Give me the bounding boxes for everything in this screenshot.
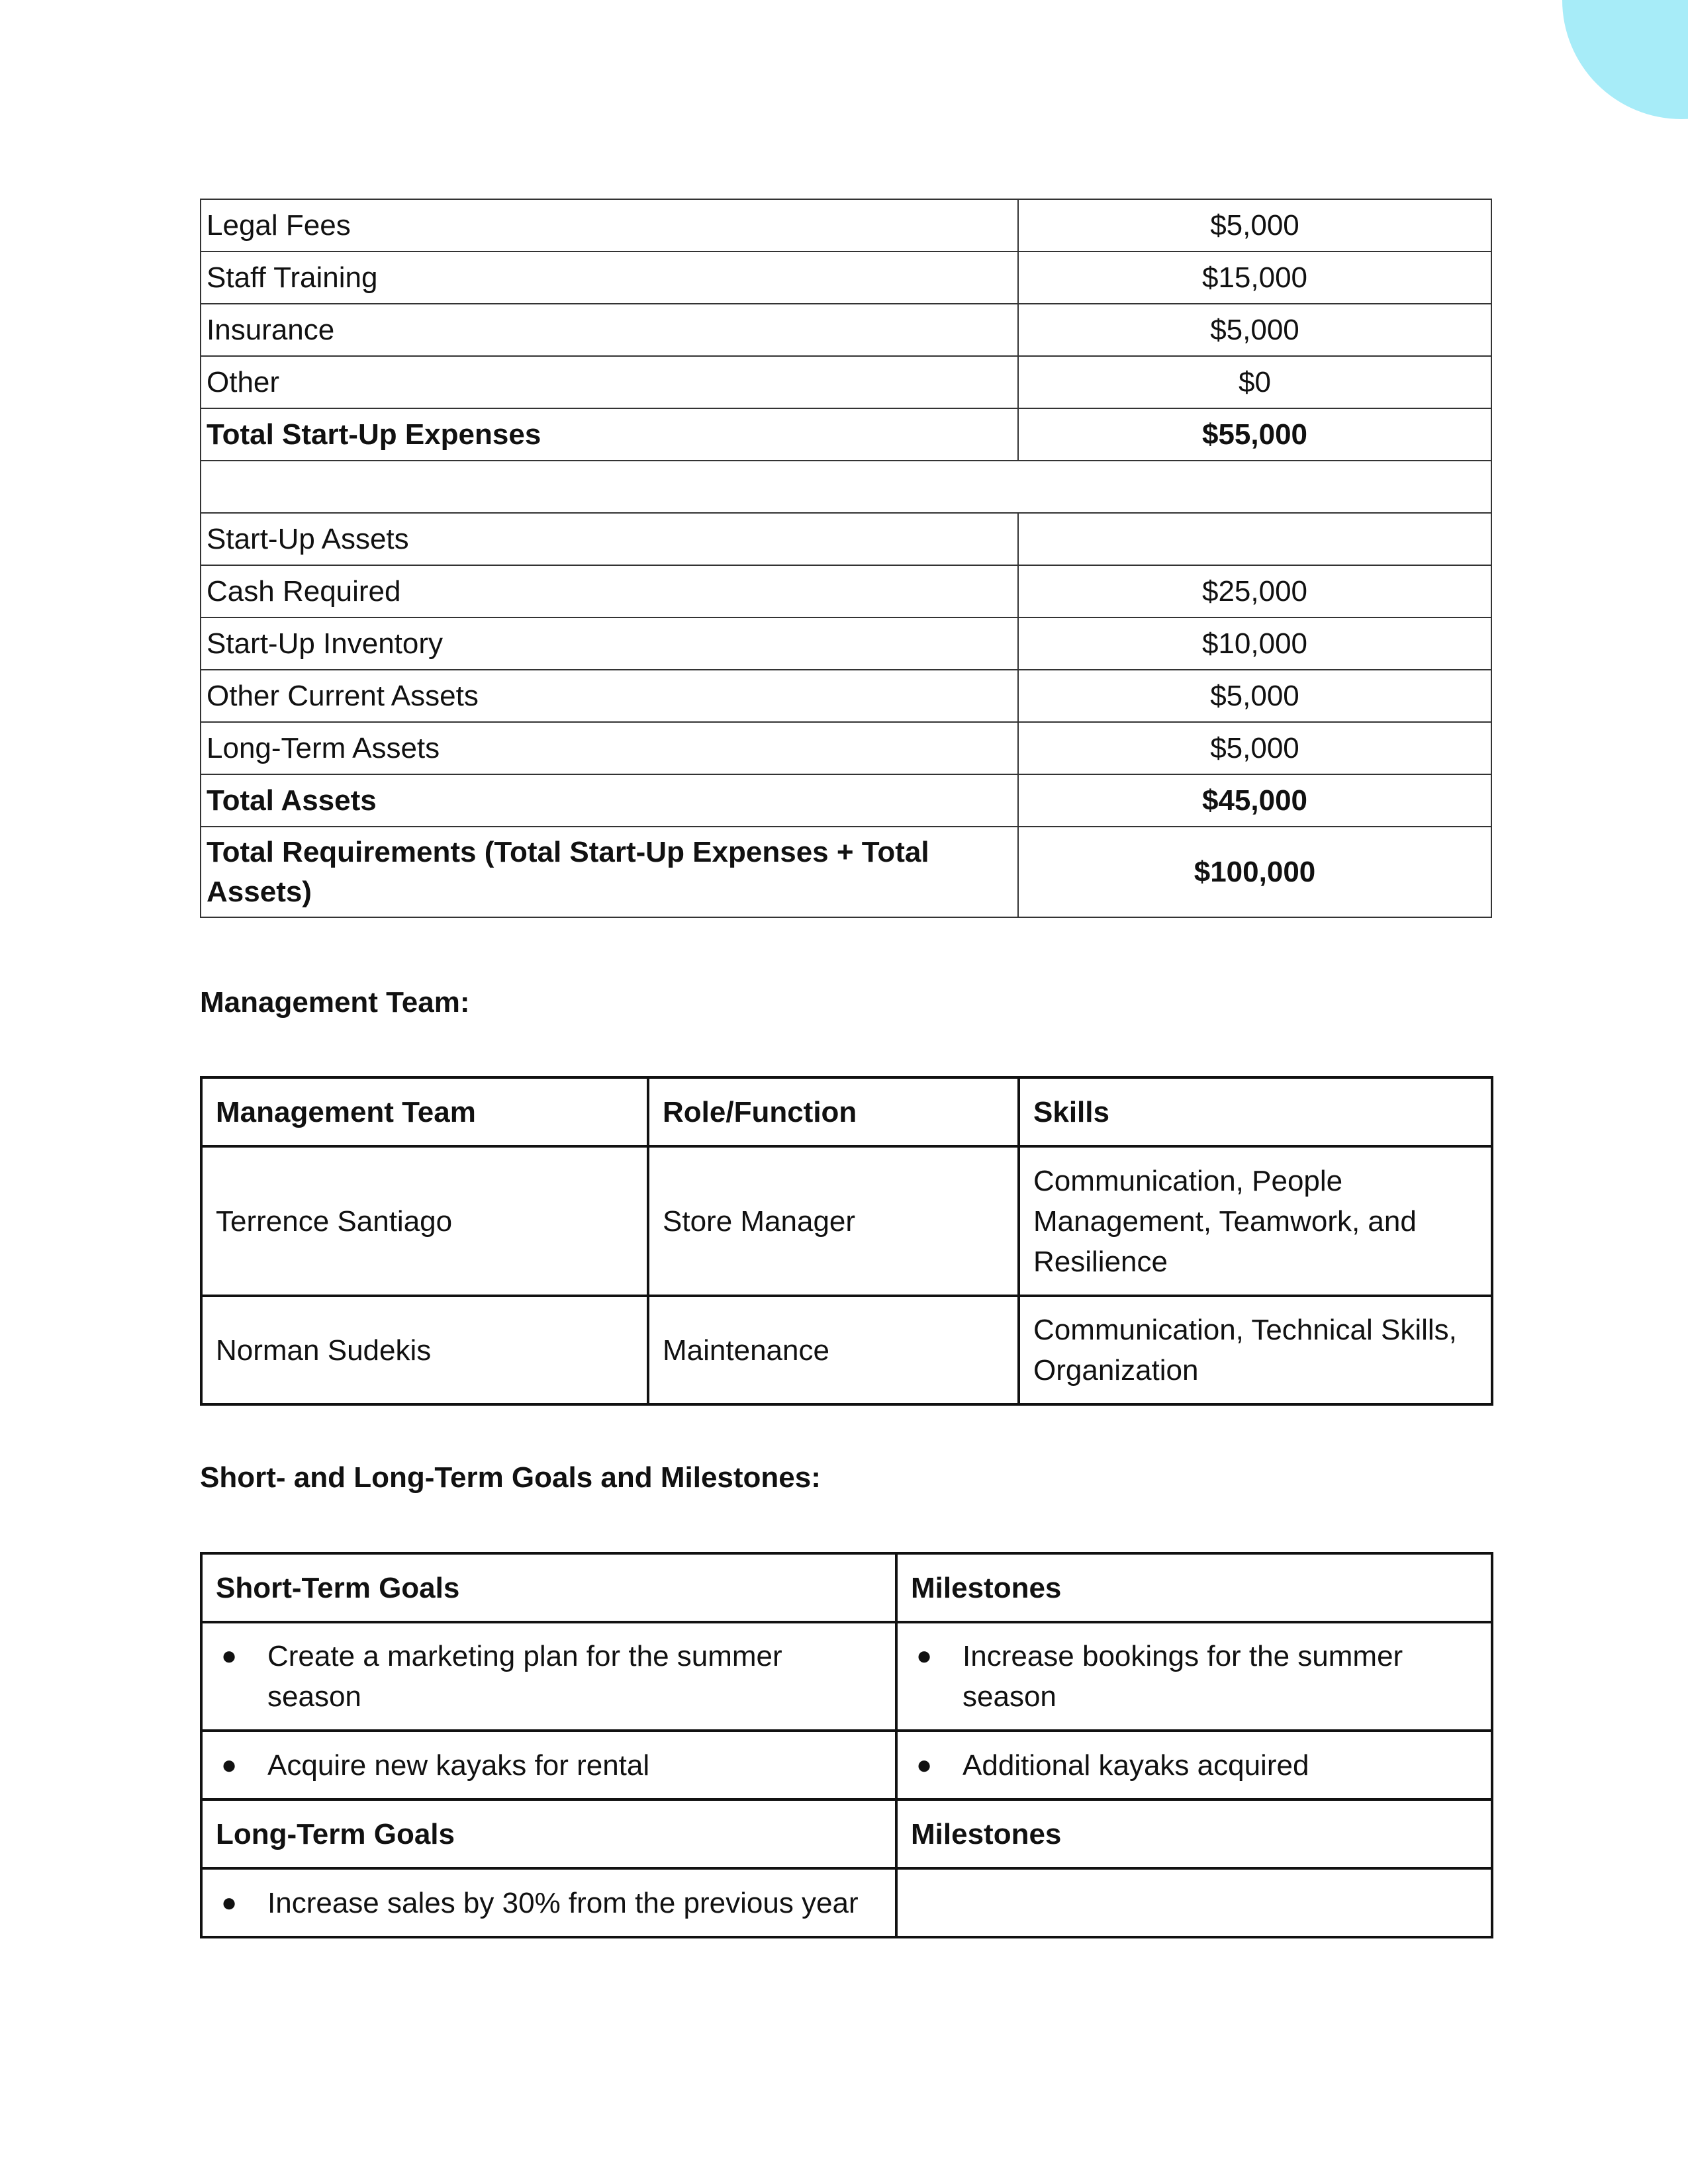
total-startup-expenses-label: Total Start-Up Expenses xyxy=(201,408,1018,461)
bullet-icon: ● xyxy=(916,1641,933,1670)
startup-requirements-table xyxy=(200,199,1492,918)
table-row xyxy=(201,774,1491,827)
table-row xyxy=(201,827,1491,917)
row-label: Other xyxy=(201,356,1018,408)
bullet-icon: ● xyxy=(221,1750,238,1780)
milestones-header: Milestones xyxy=(896,1799,1492,1868)
table-row xyxy=(201,617,1491,670)
total-startup-expenses-value: $55,000 xyxy=(1018,408,1491,461)
row-label: Staff Training xyxy=(201,251,1018,304)
member-name: Terrence Santiago xyxy=(201,1146,648,1296)
table-row xyxy=(201,304,1491,356)
member-role: Maintenance xyxy=(648,1296,1019,1404)
goal-text: Acquire new kayaks for rental xyxy=(267,1749,650,1782)
table-row xyxy=(201,722,1491,774)
decorative-corner-circle xyxy=(1562,0,1688,119)
row-label: Other Current Assets xyxy=(201,670,1018,722)
milestone-cell xyxy=(896,1731,1492,1799)
table-row xyxy=(201,670,1491,722)
table-header-row xyxy=(201,1077,1492,1146)
table-row xyxy=(201,1146,1492,1296)
table-header-row xyxy=(201,1799,1492,1868)
bullet-icon: ● xyxy=(221,1888,238,1917)
member-skills: Communication, People Management, Teamwork, and Resilience xyxy=(1019,1146,1492,1296)
table-row xyxy=(201,1296,1492,1404)
short-term-goals-header: Short-Term Goals xyxy=(201,1553,896,1622)
row-label: Insurance xyxy=(201,304,1018,356)
empty-cell xyxy=(201,461,1491,513)
column-header: Role/Function xyxy=(648,1077,1019,1146)
total-assets-value: $45,000 xyxy=(1018,774,1491,827)
row-label: Start-Up Assets xyxy=(201,513,1018,565)
spacer-row xyxy=(201,461,1491,513)
bullet-icon: ● xyxy=(221,1641,238,1670)
member-name: Norman Sudekis xyxy=(201,1296,648,1404)
table-header-row xyxy=(201,1553,1492,1622)
milestone-text: Additional kayaks acquired xyxy=(962,1749,1309,1782)
row-label: Start-Up Inventory xyxy=(201,617,1018,670)
row-value: $5,000 xyxy=(1018,670,1491,722)
milestones-header: Milestones xyxy=(896,1553,1492,1622)
row-label: Legal Fees xyxy=(201,199,1018,251)
goal-cell xyxy=(201,1731,896,1799)
total-requirements-label: Total Requirements (Total Start-Up Expenses + Total Assets) xyxy=(201,827,1018,917)
management-team-heading: Management Team: xyxy=(200,986,470,1019)
row-value xyxy=(1018,513,1491,565)
table-row xyxy=(201,513,1491,565)
bullet-icon: ● xyxy=(916,1750,933,1780)
goals-heading: Short- and Long-Term Goals and Milestones: xyxy=(200,1461,821,1494)
table-row xyxy=(201,251,1491,304)
milestone-cell xyxy=(896,1868,1492,1937)
row-label: Long-Term Assets xyxy=(201,722,1018,774)
table-row xyxy=(201,1622,1492,1731)
row-value: $15,000 xyxy=(1018,251,1491,304)
total-assets-label: Total Assets xyxy=(201,774,1018,827)
table-row xyxy=(201,356,1491,408)
row-value: $5,000 xyxy=(1018,304,1491,356)
row-value: $5,000 xyxy=(1018,722,1491,774)
member-skills: Communication, Technical Skills, Organization xyxy=(1019,1296,1492,1404)
table-row xyxy=(201,199,1491,251)
long-term-goals-header: Long-Term Goals xyxy=(201,1799,896,1868)
row-value: $10,000 xyxy=(1018,617,1491,670)
goal-cell xyxy=(201,1868,896,1937)
table-row xyxy=(201,1731,1492,1799)
member-role: Store Manager xyxy=(648,1146,1019,1296)
table-row xyxy=(201,565,1491,617)
milestone-cell xyxy=(896,1622,1492,1731)
goal-cell xyxy=(201,1622,896,1731)
management-team-table xyxy=(200,1076,1493,1406)
table-row xyxy=(201,1868,1492,1937)
column-header: Management Team xyxy=(201,1077,648,1146)
row-value: $0 xyxy=(1018,356,1491,408)
row-value: $5,000 xyxy=(1018,199,1491,251)
goal-text: Create a marketing plan for the summer season xyxy=(267,1640,782,1713)
total-requirements-value: $100,000 xyxy=(1018,827,1491,917)
table-row xyxy=(201,408,1491,461)
column-header: Skills xyxy=(1019,1077,1492,1146)
goals-milestones-table xyxy=(200,1552,1493,1938)
row-label: Cash Required xyxy=(201,565,1018,617)
goal-text: Increase sales by 30% from the previous year xyxy=(267,1886,859,1919)
milestone-text: Increase bookings for the summer season xyxy=(962,1640,1403,1713)
row-value: $25,000 xyxy=(1018,565,1491,617)
